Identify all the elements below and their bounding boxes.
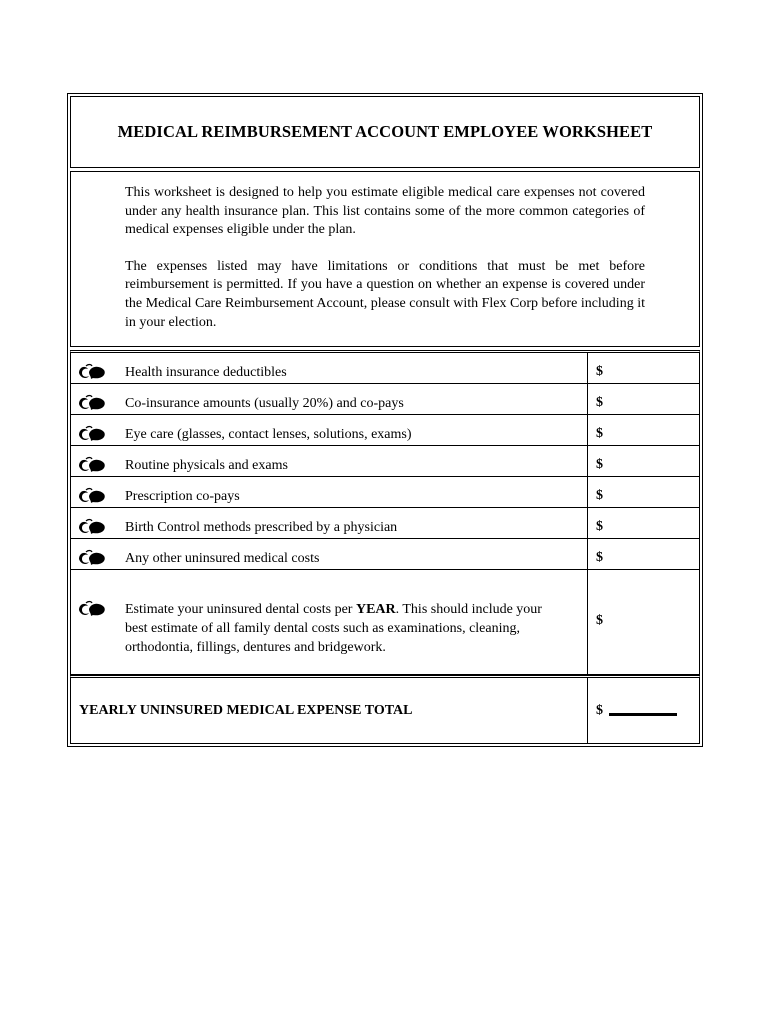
item-label: Any other uninsured medical costs bbox=[125, 551, 320, 567]
currency-symbol: $ bbox=[596, 395, 603, 411]
amount-field[interactable] bbox=[588, 415, 699, 445]
item-label: Prescription co-pays bbox=[125, 489, 240, 505]
fleuron-bullet-icon bbox=[71, 487, 125, 505]
currency-symbol: $ bbox=[596, 519, 603, 535]
fleuron-bullet-icon bbox=[71, 363, 125, 381]
title-box bbox=[70, 96, 700, 168]
table-row bbox=[71, 415, 699, 446]
item-label-cell bbox=[71, 477, 588, 507]
currency-symbol: $ bbox=[596, 426, 603, 442]
currency-symbol: $ bbox=[596, 488, 603, 504]
item-label-cell bbox=[71, 539, 588, 569]
total-label: YEARLY UNINSURED MEDICAL EXPENSE TOTAL bbox=[71, 678, 588, 743]
total-underline bbox=[609, 713, 677, 716]
item-label-cell bbox=[71, 508, 588, 538]
item-label-cell bbox=[71, 384, 588, 414]
item-label: Routine physicals and exams bbox=[125, 458, 288, 474]
table-row bbox=[71, 539, 699, 570]
fleuron-bullet-icon bbox=[71, 518, 125, 536]
dental-estimate-text bbox=[125, 600, 565, 657]
item-label-cell bbox=[71, 415, 588, 445]
item-label: Health insurance deductibles bbox=[125, 365, 287, 381]
fleuron-bullet-icon bbox=[71, 456, 125, 474]
item-label: Birth Control methods prescribed by a physician bbox=[125, 520, 398, 536]
currency-symbol: $ bbox=[596, 364, 603, 380]
item-label: Eye care (glasses, contact lenses, solutions, exams) bbox=[125, 427, 412, 443]
fleuron-bullet-icon bbox=[71, 425, 125, 443]
amount-field[interactable] bbox=[588, 508, 699, 538]
table-row bbox=[71, 446, 699, 477]
item-label-cell bbox=[71, 446, 588, 476]
table-row bbox=[71, 477, 699, 508]
table-row bbox=[71, 384, 699, 415]
amount-field[interactable] bbox=[588, 446, 699, 476]
dental-text-emphasis: YEAR bbox=[355, 602, 396, 618]
item-label-cell bbox=[71, 570, 588, 674]
total-row bbox=[70, 675, 700, 744]
page-title: MEDICAL REIMBURSEMENT ACCOUNT EMPLOYEE WORKSHEET bbox=[117, 122, 653, 141]
intro-paragraph-1: This worksheet is designed to help you estimate eligible medical care expenses not covered under any health insurance plan. This list contains some of the more common categories of medical expenses eligible under the plan. bbox=[125, 185, 645, 238]
amount-field[interactable] bbox=[588, 384, 699, 414]
dental-text-part: . This should include your best estimate of all family dental costs such as examinations, cleaning, orthodontia, fillings, dentures and bridgework. bbox=[125, 602, 542, 656]
item-label: Co-insurance amounts (usually 20%) and co-pays bbox=[125, 396, 404, 412]
amount-field[interactable] bbox=[588, 477, 699, 507]
amount-field[interactable] bbox=[588, 353, 699, 383]
total-amount-field[interactable] bbox=[588, 678, 699, 743]
currency-symbol: $ bbox=[596, 612, 603, 628]
expense-items-table bbox=[70, 350, 700, 675]
dental-text-part: Estimate your uninsured dental costs per bbox=[125, 602, 356, 618]
worksheet bbox=[67, 93, 703, 747]
fleuron-bullet-icon bbox=[71, 549, 125, 567]
fleuron-bullet-icon bbox=[71, 394, 125, 412]
table-row bbox=[71, 353, 699, 384]
table-row bbox=[71, 508, 699, 539]
intro-box bbox=[70, 171, 700, 347]
table-row-dental bbox=[71, 570, 699, 674]
amount-field[interactable] bbox=[588, 539, 699, 569]
fleuron-bullet-icon bbox=[71, 600, 125, 618]
currency-symbol: $ bbox=[596, 457, 603, 473]
intro-paragraph-2: The expenses listed may have limitations or conditions that must be met before reimbursement is permitted. If you have a question on whether an expense is covered under the Medical Care Reimbursement Account, please consult with Flex Corp before including it in your election. bbox=[125, 258, 645, 330]
currency-symbol: $ bbox=[596, 702, 603, 718]
amount-field[interactable] bbox=[588, 570, 699, 674]
currency-symbol: $ bbox=[596, 550, 603, 566]
item-label-cell bbox=[71, 353, 588, 383]
